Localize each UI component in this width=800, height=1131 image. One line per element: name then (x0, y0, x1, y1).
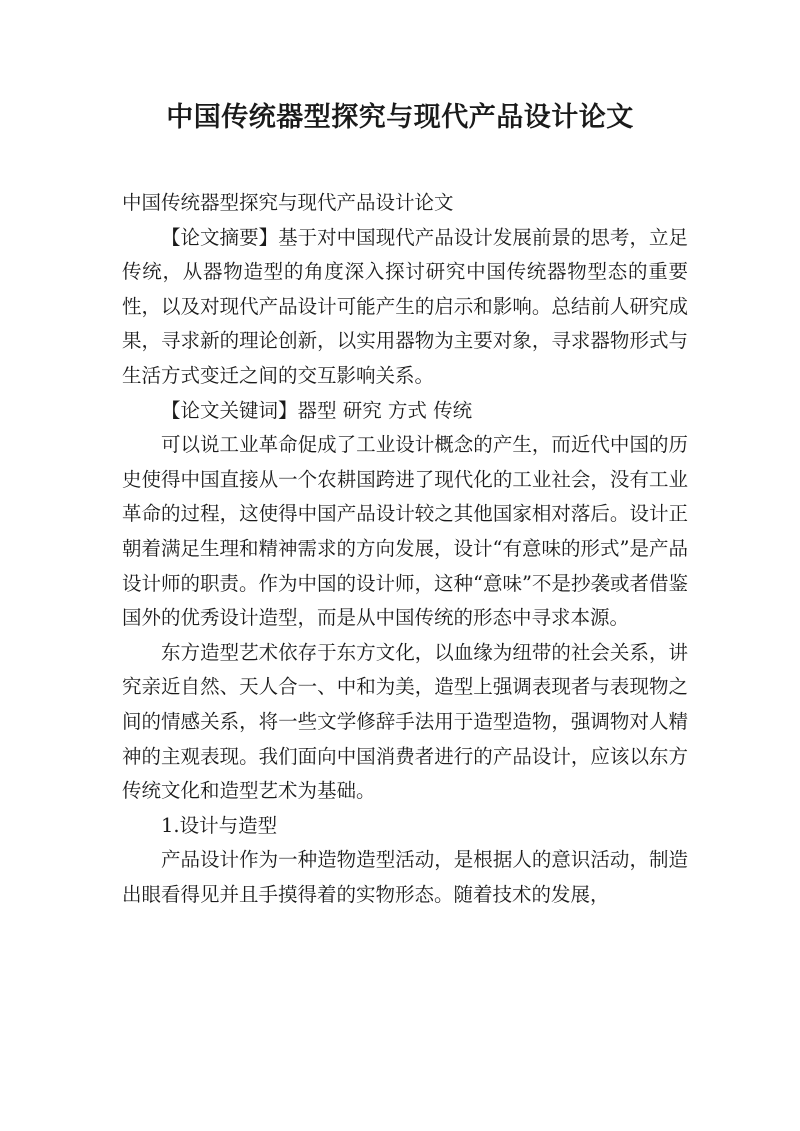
body-paragraph: 东方造型艺术依存于东方文化，以血缘为纽带的社会关系，讲究亲近自然、天人合一、中和为美，造型上强调表现者与表现物之间的情感关系，将一些文学修辞手法用于造型造物，强调物对人精神的主观表现。我们面向中国消费者进行的产品设计，应该以东方传统文化和造型艺术为基础。 (122, 640, 688, 803)
section-heading: 1.设计与造型 (161, 813, 278, 837)
document-title: 中国传统器型探究与现代产品设计论文 (166, 102, 634, 133)
body-paragraph: 可以说工业革命促成了工业设计概念的产生，而近代中国的历史使得中国直接从一个农耕国跨进了现代化的工业社会，没有工业革命的过程，这使得中国产品设计较之其他国家相对落后。设计正朝着满足生理和精神需求的方向发展，设计“有意味的形式”是产品设计师的职责。作为中国的设计师，这种“意味”不是抄袭或者借鉴国外的优秀设计造型，而是从中国传统的形态中寻求本源。 (122, 433, 688, 630)
body-paragraph: 产品设计作为一种造物造型活动，是根据人的意识活动，制造出眼看得见并且手摸得着的实物形态。随着技术的发展， (122, 848, 688, 906)
keywords-paragraph: 【论文关键词】器型 研究 方式 传统 (161, 398, 473, 422)
abstract-paragraph: 【论文摘要】基于对中国现代产品设计发展前景的思考，立足传统，从器物造型的角度深入探讨研究中国传统器物型态的重要性，以及对现代产品设计可能产生的启示和影响。总结前人研究成果，寻求新的理论创新，以实用器物为主要对象，寻求器物形式与生活方式变迁之间的交互影响关系。 (122, 225, 688, 387)
subtitle-paragraph: 中国传统器型探究与现代产品设计论文 (122, 191, 454, 214)
document-body (122, 186, 688, 912)
